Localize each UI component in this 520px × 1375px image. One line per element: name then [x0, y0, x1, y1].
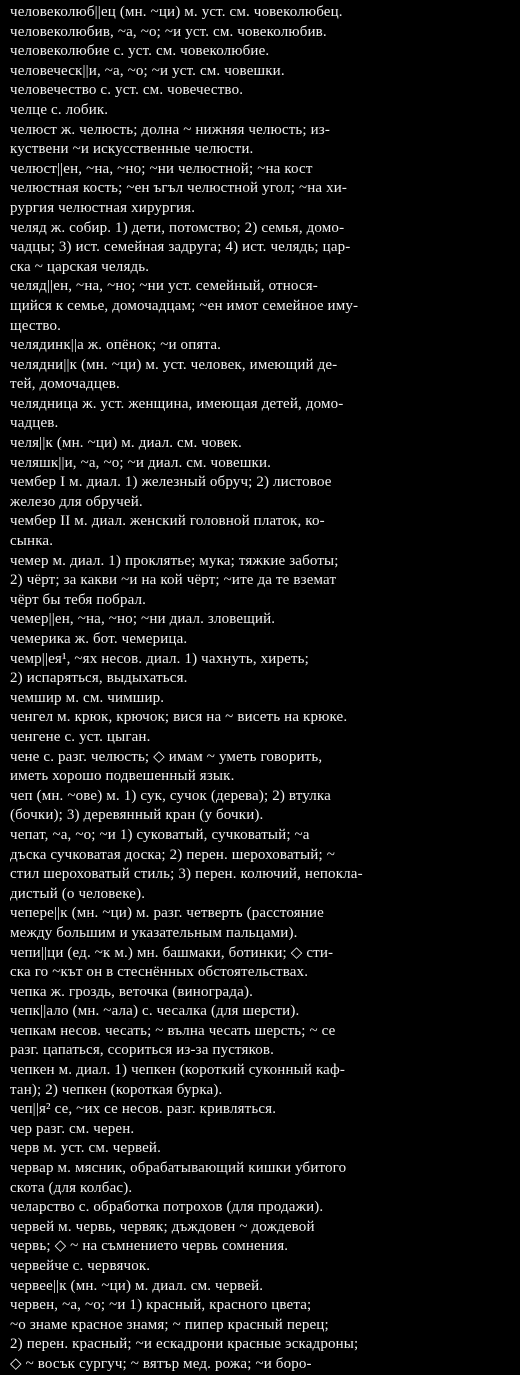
entry-line: щийся к семье, домочадцам; ~ен имот семейное иму-	[10, 297, 359, 314]
entry-line: ◇ ~ восък сургуч; ~ вятър мед. рожа; ~и боро-	[10, 1355, 312, 1372]
entry-line: чадцев.	[10, 415, 59, 432]
entry-line: 2) чёрт; за какви ~и на кой чёрт; ~ите да те вземат	[10, 572, 337, 589]
entry-line: сынка.	[10, 533, 54, 550]
entry-line: чене с. разг. челюсть; ◇ имам ~ уметь говорить,	[10, 748, 323, 765]
entry-line: чепк||ало (мн. ~ала) с. чесалка (для шерсти).	[10, 1003, 300, 1020]
entry-line: тей, домочадцев.	[10, 376, 120, 393]
entry-line: чемер||ен, ~на, ~но; ~ни диал. зловещий.	[10, 611, 276, 628]
entry-line: дистый (о человеке).	[10, 885, 146, 902]
entry-line: чембер II м. диал. женский головной платок, ко-	[10, 513, 325, 530]
entry-line: иметь хорошо подвешенный язык.	[10, 768, 235, 785]
entry-line: стил шероховатый стиль; 3) перен. колючий, непокла-	[10, 866, 363, 883]
entry-line: чепкам несов. чесать; ~ вълна чесать шерсть; ~ се	[10, 1022, 336, 1039]
entry-line: чепере||к (мн. ~ци) м. разг. четверть (расстояние	[10, 905, 324, 922]
entry-line: чемр||ея¹, ~ях несов. диал. 1) чахнуть, хиреть;	[10, 650, 309, 667]
entry-line: человеколюбие с. уст. см. човеколюбие.	[10, 43, 270, 60]
entry-line: человеческ||и, ~а, ~о; ~и уст. см. човешки.	[10, 62, 285, 79]
entry-line: тан); 2) чепкен (короткая бурка).	[10, 1081, 223, 1098]
entry-line: ченгел м. крюк, крючок; вися на ~ висеть на крюке.	[10, 709, 348, 726]
entry-line: чер разг. см. черен.	[10, 1120, 135, 1137]
entry-line: разг. цапаться, ссориться из-за пустяков.	[10, 1042, 275, 1059]
entry-line: щество.	[10, 317, 62, 334]
entry-line: рургия челюстная хирургия.	[10, 199, 196, 216]
entry-line: человеколюбив, ~а, ~о; ~и уст. см. човеколюбив.	[10, 23, 327, 40]
entry-line: человечество с. уст. см. човечество.	[10, 82, 244, 99]
entry-line: 2) испаряться, выдыхаться.	[10, 670, 188, 687]
entry-line: между большим и указательным пальцами).	[10, 924, 298, 941]
entry-line: ска го ~кът он в стеснённых обстоятельствах.	[10, 964, 309, 981]
entry-line: челарство с. обработка потрохов (для продажи).	[10, 1199, 324, 1216]
entry-line: чепка ж. гроздь, веточка (винограда).	[10, 983, 254, 1000]
entry-line: челюст ж. челюсть; долна ~ нижняя челюсть; из-	[10, 121, 331, 138]
entry-line: челюстная кость; ~ен ъгъл челюстной угол; ~на хи-	[10, 180, 348, 197]
entry-line: скота (для колбас).	[10, 1179, 133, 1196]
entry-line: ченгене с. уст. цыган.	[10, 728, 151, 745]
entry-line: червее||к (мн. ~ци) м. диал. см. червей.	[10, 1277, 264, 1294]
entry-line: дъска сучковатая доска; 2) перен. шероховатый; ~	[10, 846, 335, 863]
entry-line: ска ~ царская челядь.	[10, 258, 150, 275]
entry-line: червей м. червь, червяк; дъждовен ~ дождевой	[10, 1218, 315, 1235]
entry-line: чепат, ~а, ~о; ~и 1) суковатый, сучковатый; ~а	[10, 826, 310, 843]
entry-line: чеп||я² се, ~их се несов. разг. кривляться.	[10, 1101, 277, 1118]
entry-line: челядница ж. уст. женщина, имеющая детей, домо-	[10, 395, 344, 412]
entry-line: чемер м. диал. 1) проклятье; мука; тяжкие заботы;	[10, 552, 339, 569]
entry-line: челяд ж. собир. 1) дети, потомство; 2) семья, домо-	[10, 219, 345, 236]
entry-line: чёрт бы тебя побрал.	[10, 591, 147, 608]
dictionary-entries	[10, 3, 514, 1375]
entry-line: железо для обручей.	[10, 493, 143, 510]
entry-line: челце с. лобик.	[10, 101, 109, 118]
entry-line: челядни||к (мн. ~ци) м. уст. человек, имеющий де-	[10, 356, 338, 373]
entry-line: чемшир м. см. чимшир.	[10, 689, 165, 706]
entry-line: чеп (мн. ~ове) м. 1) сук, сучок (дерева); 2) втулка	[10, 787, 331, 804]
entry-line: ~о знаме красное знамя; ~ пипер красный перец;	[10, 1316, 329, 1333]
entry-line: червь; ◇ ~ на съмнението червь сомнения.	[10, 1238, 289, 1255]
entry-line: челядинк||а ж. опёнок; ~и опята.	[10, 337, 222, 354]
entry-line: челяд||ен, ~на, ~но; ~ни уст. семейный, относя-	[10, 278, 318, 295]
entry-line: (бочки); 3) деревянный кран (у бочки).	[10, 807, 264, 824]
entry-line: челя||к (мн. ~ци) м. диал. см. човек.	[10, 435, 242, 452]
entry-line: челюст||ен, ~на, ~но; ~ни челюстной; ~на кост	[10, 160, 313, 177]
entry-line: человеколюб||ец (мн. ~ци) м. уст. см. човеколюбец.	[10, 4, 343, 20]
entry-line: червейче с. червячок.	[10, 1258, 151, 1274]
entry-line: чадцы; 3) ист. семейная задруга; 4) ист. челядь; цар-	[10, 239, 351, 256]
entry-line: чембер I м. диал. 1) железный обруч; 2) листовое	[10, 474, 332, 491]
entry-line: червар м. мясник, обрабатывающий кишки убитого	[10, 1160, 347, 1177]
entry-line: куствени ~и искусственные челюсти.	[10, 141, 254, 158]
entry-line: чемерика ж. бот. чемерица.	[10, 631, 188, 647]
entry-line: черв м. уст. см. червей.	[10, 1140, 161, 1157]
entry-line: червен, ~а, ~о; ~и 1) красный, красного цвета;	[10, 1297, 312, 1314]
entry-line: челяшк||и, ~а, ~о; ~и диал. см. човешки.	[10, 454, 272, 471]
entry-line: чепи||ци (ед. ~к м.) мн. башмаки, ботинки; ◇ сти-	[10, 944, 334, 961]
entry-line: чепкен м. диал. 1) чепкен (короткий суконный каф-	[10, 1062, 345, 1079]
entry-line: 2) перен. красный; ~и ескадрони красные эскадроны;	[10, 1336, 359, 1353]
